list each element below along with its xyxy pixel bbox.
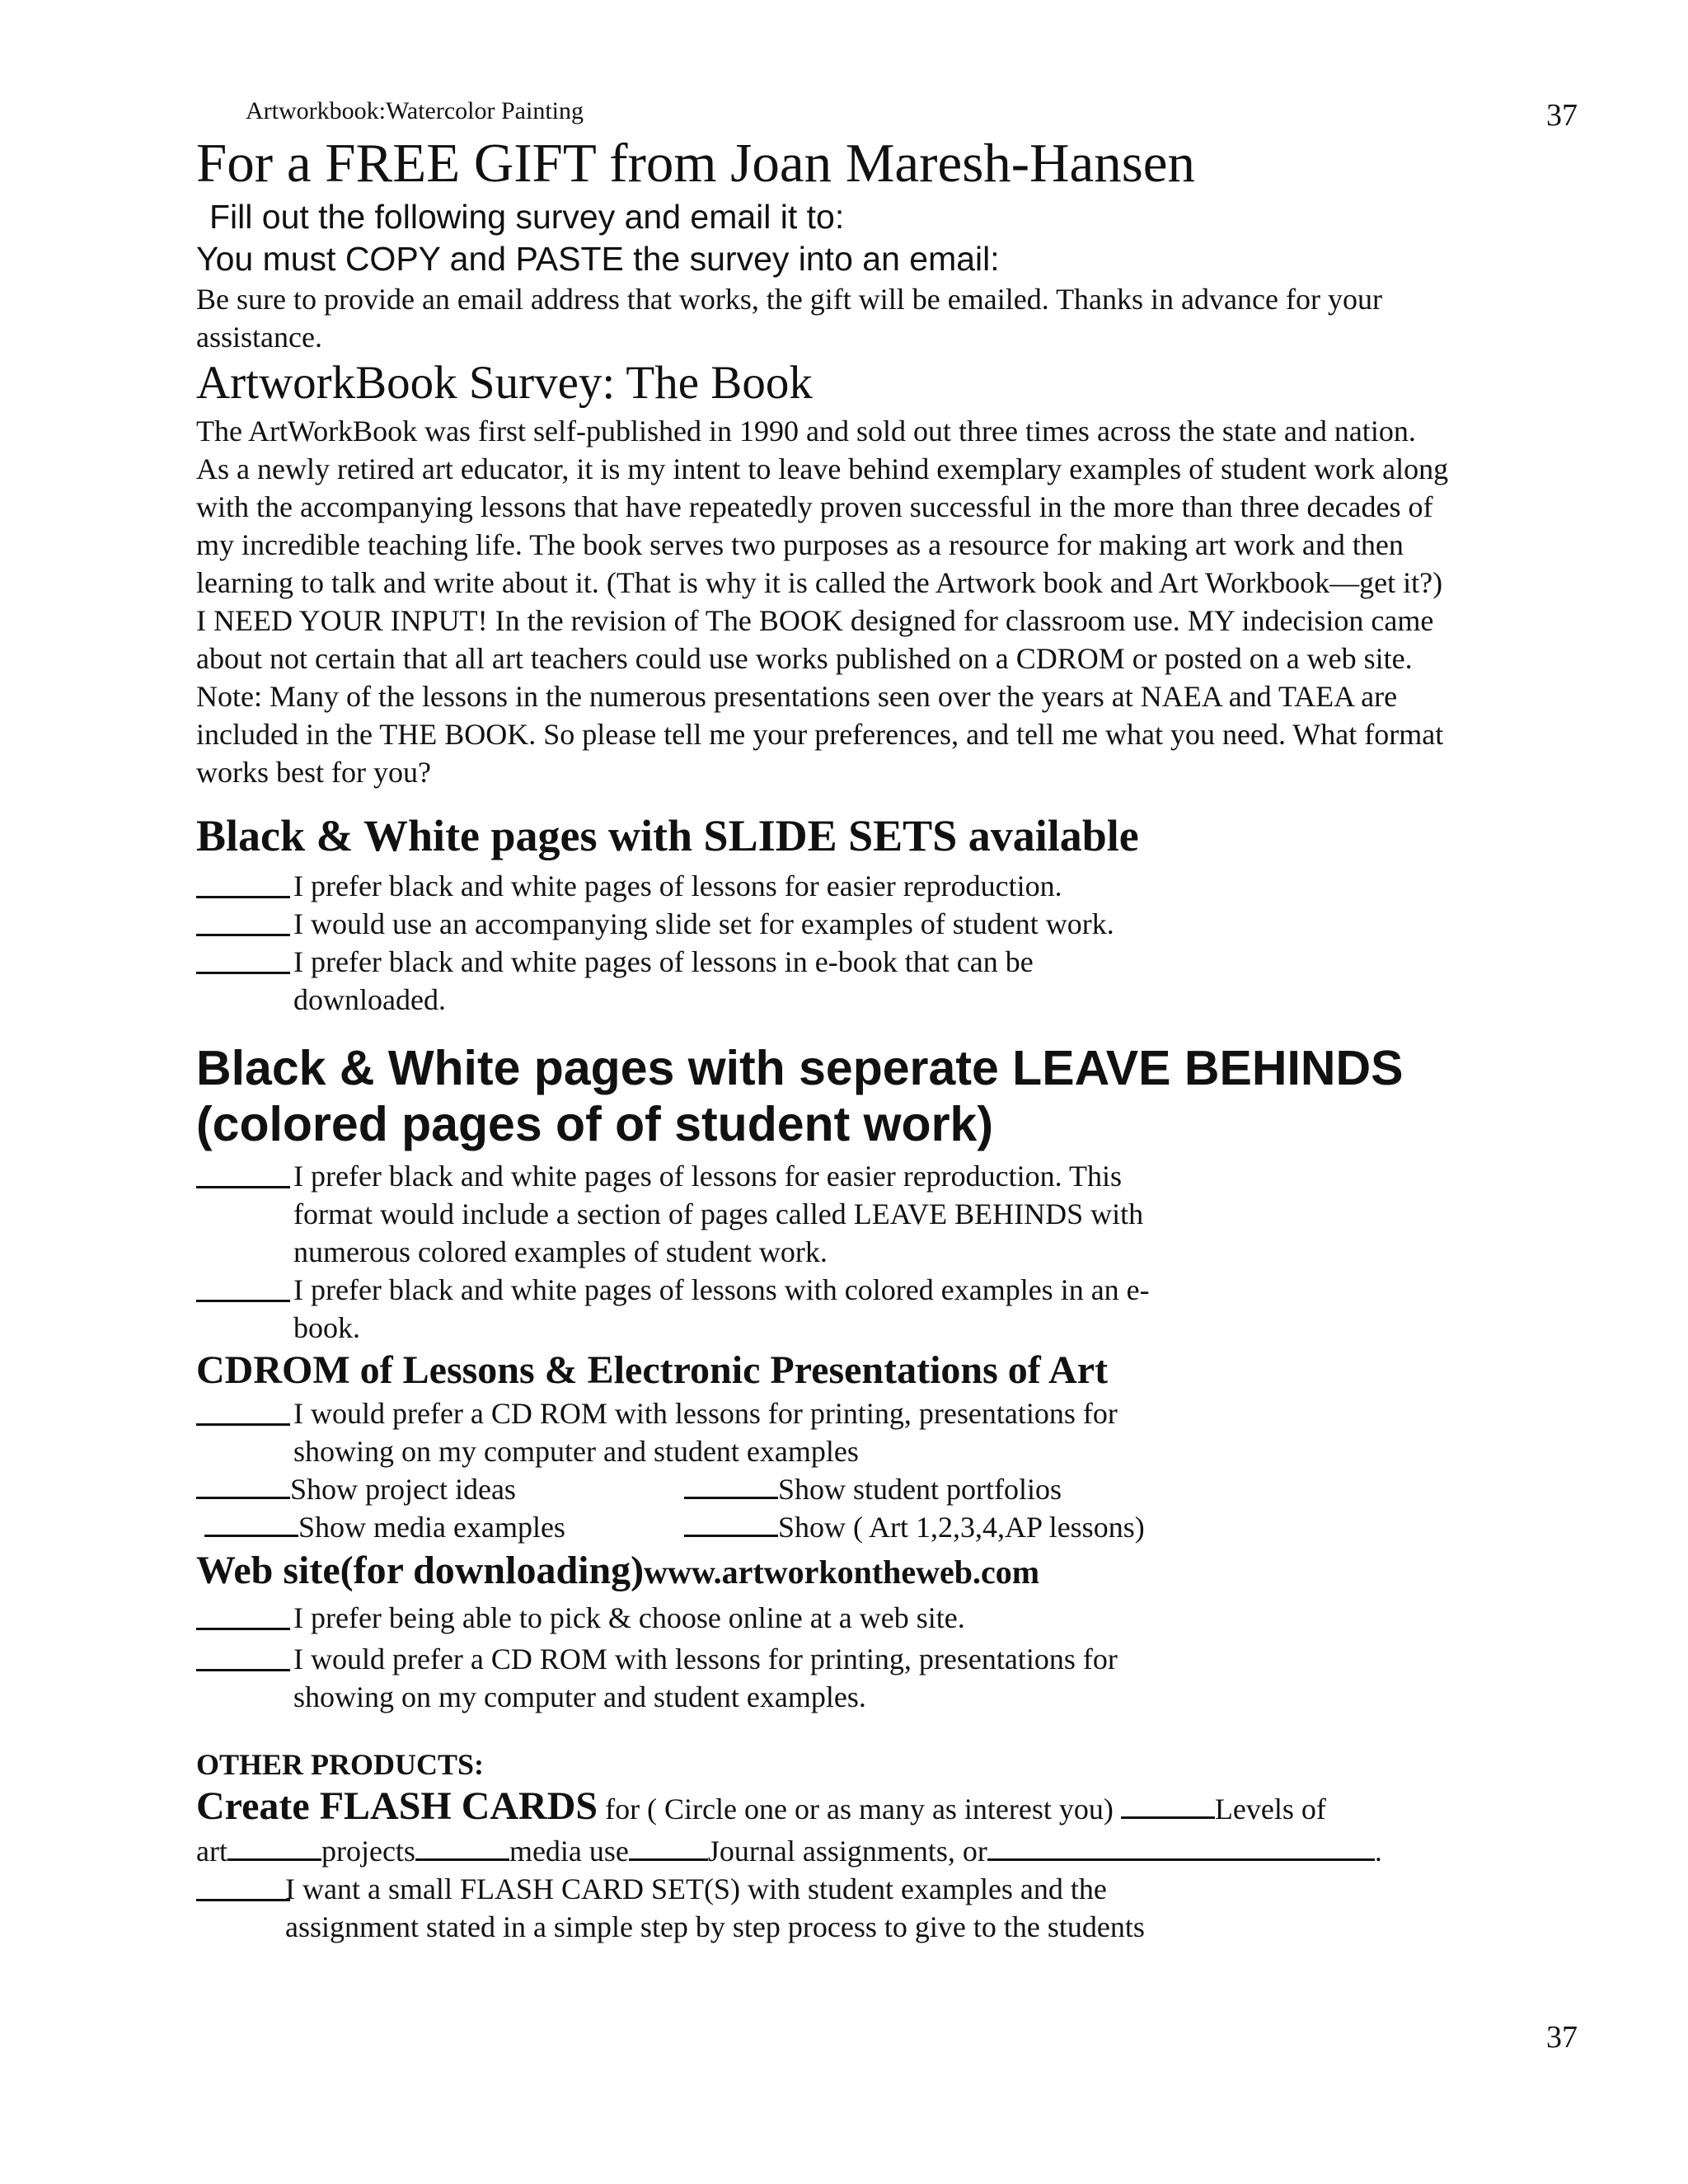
answer-blank[interactable]: [415, 1834, 509, 1861]
paragraph-line: I NEED YOUR INPUT! In the revision of The BOOK designed for classroom use. MY indecision came: [196, 604, 1434, 637]
cdrom-options-row: [196, 1508, 1597, 1546]
option-text: I would prefer a CD ROM with lessons for printing, presentations for: [293, 1397, 1118, 1430]
survey-paragraph: [196, 412, 1597, 791]
answer-blank[interactable]: [684, 1472, 778, 1499]
other-products-label: OTHER PRODUCTS:: [196, 1748, 485, 1781]
survey-title: ArtworkBook Survey: The Book: [196, 357, 813, 409]
survey-option: [196, 905, 1597, 943]
paragraph-line: my incredible teaching life. The book serves two purposes as a resource for making art work and then: [196, 528, 1404, 561]
option-text: I prefer black and white pages of lessons for easier reproduction. This: [293, 1160, 1122, 1193]
option-text: I prefer black and white pages of lessons for easier reproduction.: [293, 869, 1062, 902]
survey-option: [196, 867, 1597, 905]
answer-blank[interactable]: [196, 1472, 290, 1499]
option-text: Show student portfolios: [778, 1473, 1062, 1506]
option-text: I would prefer a CD ROM with lessons for printing, presentations for: [293, 1643, 1118, 1675]
option-text: I prefer black and white pages of lessons with colored examples in an e-: [293, 1273, 1150, 1306]
survey-option: [196, 1640, 1597, 1716]
levels-of-text: Levels of: [1214, 1793, 1326, 1825]
running-title: Artworkbook:Watercolor Painting: [246, 97, 584, 124]
answer-blank[interactable]: [196, 1640, 290, 1678]
paragraph-line: about not certain that all art teachers could use works published on a CDROM or posted on a web site.: [196, 642, 1413, 675]
page-number-top: 37: [1546, 98, 1578, 133]
option-text: I want a small FLASH CARD SET(S) with student examples and the: [285, 1872, 1107, 1905]
paragraph-line: learning to talk and write about it. (That is why it is called the Artwork book and Art Workbook—get it?): [196, 566, 1443, 599]
survey-option: [196, 1599, 1597, 1637]
answer-blank[interactable]: [196, 1870, 290, 1908]
journal-text: Journal assignments, or: [707, 1835, 987, 1868]
free-gift-title: For a FREE GIFT from Joan Maresh-Hansen: [196, 133, 1196, 194]
survey-option: [196, 943, 1597, 1019]
option-text: downloaded.: [293, 983, 446, 1016]
leave-behinds-subheading: (colored pages of of student work): [196, 1097, 993, 1151]
period-text: .: [1374, 1835, 1382, 1868]
answer-blank[interactable]: [196, 1599, 290, 1637]
option-text: I prefer black and white pages of lessons in e-book that can be: [293, 945, 1034, 978]
slide-sets-heading: Black & White pages with SLIDE SETS available: [196, 811, 1139, 860]
option-text: numerous colored examples of student work.: [293, 1235, 828, 1268]
answer-blank[interactable]: [196, 943, 290, 981]
web-site-heading-text: Web site(for downloading): [196, 1549, 645, 1592]
answer-blank[interactable]: [196, 1157, 290, 1195]
page-number-bottom: 37: [1546, 2020, 1578, 2055]
survey-option: [196, 1271, 1597, 1347]
paragraph-line: works best for you?: [196, 756, 431, 789]
instruction-line-1: Fill out the following survey and email it to:: [209, 198, 845, 236]
survey-option: [196, 1157, 1597, 1271]
option-text: I would use an accompanying slide set for examples of student work.: [293, 907, 1114, 940]
answer-blank[interactable]: [196, 867, 290, 905]
projects-text: projects: [321, 1835, 415, 1868]
answer-blank[interactable]: [196, 1271, 290, 1309]
flash-cards-options-line: [196, 1832, 1597, 1870]
answer-blank[interactable]: [196, 1394, 290, 1432]
art-text: art: [196, 1835, 227, 1868]
cdrom-heading: CDROM of Lessons & Electronic Presentations of Art: [196, 1348, 1109, 1392]
page-content: [196, 130, 1597, 1946]
answer-blank[interactable]: [227, 1834, 321, 1861]
flash-cards-text: for ( Circle one or as many as interest you): [598, 1793, 1121, 1825]
email-note-line: assistance.: [196, 321, 322, 354]
paragraph-line: Note: Many of the lessons in the numerous presentations seen over the years at NAEA and TAEA are: [196, 680, 1398, 713]
option-text: book.: [293, 1311, 360, 1344]
answer-blank[interactable]: [204, 1510, 298, 1537]
email-note-line: Be sure to provide an email address that works, the gift will be emailed. Thanks in advance for your: [196, 283, 1382, 316]
media-use-text: media use: [509, 1835, 629, 1868]
option-text: Show media examples: [298, 1511, 565, 1544]
flash-cards-heading: Create FLASH CARDS: [196, 1784, 598, 1828]
paragraph-line: with the accompanying lessons that have repeatedly proven successful in the more than three decades of: [196, 490, 1433, 523]
answer-blank[interactable]: [1121, 1792, 1215, 1819]
survey-option: [196, 1870, 1597, 1946]
option-text: Show ( Art 1,2,3,4,AP lessons): [778, 1511, 1145, 1544]
paragraph-line: included in the THE BOOK. So please tell me your preferences, and tell me what you need. What format: [196, 718, 1444, 751]
paragraph-line: As a newly retired art educator, it is my intent to leave behind exemplary examples of student work along: [196, 452, 1449, 485]
cdrom-options-row: [196, 1470, 1597, 1508]
instruction-line-2: You must COPY and PASTE the survey into an email:: [196, 240, 1000, 278]
option-text: showing on my computer and student examples.: [293, 1680, 866, 1713]
web-site-url[interactable]: www.artworkontheweb.com: [644, 1554, 1040, 1591]
answer-blank-long[interactable]: [987, 1834, 1375, 1861]
answer-blank[interactable]: [629, 1834, 708, 1861]
option-text: assignment stated in a simple step by step process to give to the students: [285, 1910, 1145, 1943]
paragraph-line: The ArtWorkBook was first self-published in 1990 and sold out three times across the state and nation.: [196, 415, 1416, 448]
answer-blank[interactable]: [684, 1510, 778, 1537]
leave-behinds-heading: Black & White pages with seperate LEAVE BEHINDS: [196, 1041, 1404, 1095]
option-text: showing on my computer and student examples: [293, 1435, 859, 1468]
web-site-heading: [196, 1546, 1597, 1597]
survey-option: [196, 1394, 1597, 1470]
option-text: I prefer being able to pick & choose online at a web site.: [293, 1601, 965, 1634]
option-text: format would include a section of pages called LEAVE BEHINDS with: [293, 1197, 1144, 1230]
option-text: Show project ideas: [290, 1473, 516, 1506]
answer-blank[interactable]: [196, 905, 290, 943]
flash-cards-line: [196, 1783, 1597, 1832]
